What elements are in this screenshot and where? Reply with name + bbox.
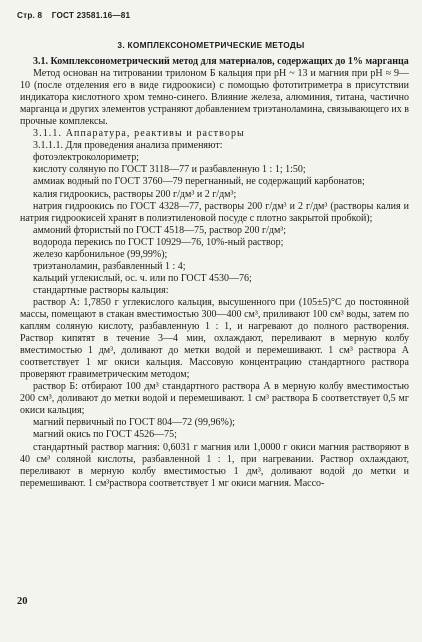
- list-item: водорода перекись по ГОСТ 10929—76, 10%-ный раствор;: [33, 236, 284, 248]
- equipment-heading: 3.1.1. Аппаратура, реактивы и растворы: [33, 128, 245, 140]
- list-item: триэтаноламин, разбавленный 1 : 4;: [33, 260, 186, 272]
- list-item: фотоэлектроколориметр;: [33, 152, 140, 164]
- page-header: [17, 11, 137, 20]
- page-number: 20: [17, 596, 28, 607]
- standard-code: ГОСТ 23581.16—81: [51, 11, 131, 20]
- paragraph: 3.1.1.1. Для проведения анализа применяют:: [33, 140, 223, 152]
- list-item: аммиак водный по ГОСТ 3760—79 перегнанный, не содержащий карбонатов;: [33, 176, 365, 188]
- solution-b-paragraph: раствор Б: отбирают 100 дм³ стандартного раствора А в мерную колбу вместимостью 200 см³, доливают до метки водой и перемешивают. 1 см³ раствора Б соответствует 0,5 мг окиси кальция;: [20, 381, 409, 417]
- list-item: аммоний фтористый по ГОСТ 4518—75, раствор 200 г/дм³;: [33, 224, 287, 236]
- list-item: стандартные растворы кальция:: [33, 284, 169, 296]
- magnesium-solution-paragraph: стандартный раствор магния: 0,6031 г магния или 1,0000 г окиси магния растворяют в 40 см³ соляной кислоты, разбавленной 1 : 1, при нагревании. Раствор охлаждают, переливают в мерную колбу вместимостью 1 дм³, доливают водой до метки и перемешивают. 1 см³раствора соответствует 1 мг окиси магния. Массо-: [20, 441, 409, 489]
- solution-a-paragraph: раствор А: 1,7850 г углекислого кальция, высушенного при (105±5)°C до постоянной массы, помещают в стакан вместимостью 300—400 см³, приливают 100 см³ воды, затем по каплям соляную кислоту, разбавленную 1 : 1, и нагревают до полного растворения. Раствор кипятят в течение 3—4 мин, охлаждают, переливают в мерную колбу вместимостью 1 дм³, доливают до метки водой и перемешивают. 1 см³ раствора А соответствует 1 мг окиси кальция. Массовую концентрацию стандартного раствора проверяют гравиметрическим методом;: [20, 296, 409, 381]
- list-item: калия гидроокись, растворы 200 г/дм³ и 2 г/дм³;: [33, 188, 237, 200]
- section-title: 3. КОМПЛЕКСОНОМЕТРИЧЕСКИЕ МЕТОДЫ: [117, 40, 305, 50]
- list-item: магний окись по ГОСТ 4526—75;: [33, 429, 177, 441]
- method-description: Метод основан на титровании трилоном Б кальция при pH ~ 13 и магния при pH ≈ 9—10 (после отделения его в виде гидроокиси) с помощью фототитриметра в присутствии индикатора кислотного хром темно-синего. Влияние железа, алюминия, титана, частично марганца и других элементов устраняют добавлением триэтаноламина, связывающего их в прочные комплексы.: [20, 68, 409, 128]
- document-body: [20, 56, 409, 490]
- list-item: магний первичный по ГОСТ 804—72 (99,96%);: [33, 417, 235, 429]
- list-item: железо карбонильное (99,99%);: [33, 248, 168, 260]
- list-item: кислоту соляную по ГОСТ 3118—77 и разбавленную 1 : 1; 1:50;: [33, 164, 306, 176]
- list-item: кальций углекислый, ос. ч. или по ГОСТ 4530—76;: [33, 272, 252, 284]
- subsection-heading: 3.1. Комплексонометрический метод для материалов, содержащих до 1% марганца: [33, 56, 409, 67]
- page-number-label: Стр. 8: [17, 11, 43, 20]
- list-item: натрия гидроокись по ГОСТ 4328—77, растворы 200 г/дм³ и 2 г/дм³ (растворы калия и натрия гидроокисей хранят в полиэтиленовой посуде с плотно закрытой пробкой);: [20, 200, 409, 224]
